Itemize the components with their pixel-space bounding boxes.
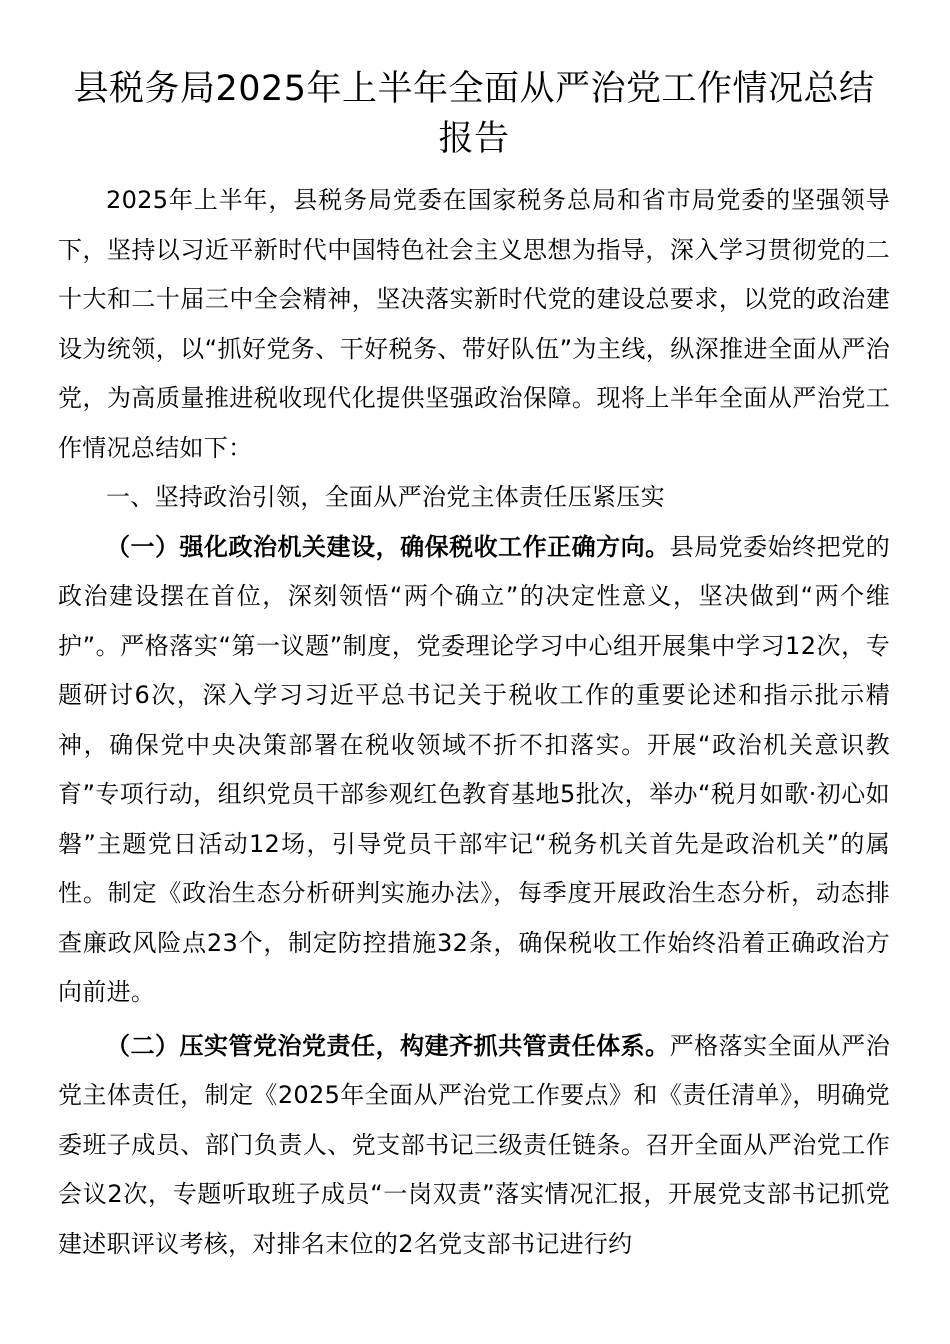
item-1-body: 县局党委始终把党的政治建设摆在首位，深刻领悟“两个确立”的决定性意义，坚决做到“两个维护”。严格落实“第一议题”制度，党委理论学习中心组开展集中学习12次，专题研讨6次，深入学习习近平总书记关于税收工作的重要论述和指示批示精神，确保党中央决策部署在税收领域不折不扣落实。开展“政治机关意识教育”专项行动，组织党员干部参观红色教育基地5批次，举办“税月如歌·初心如磐”主题党日活动12场，引导党员干部牢记“税务机关首先是政治机关”的属性。制定《政治生态分析研判实施办法》，每季度开展政治生态分析，动态排查廉政风险点23个，制定防控措施32条，确保税收工作始终沿着正确政治方向前进。 bbox=[58, 532, 890, 1006]
document-title-line-2: 报告 bbox=[438, 119, 510, 159]
document-page bbox=[58, 64, 890, 1269]
item-1-paragraph bbox=[58, 523, 890, 1018]
item-2-heading: （二）压实管党治党责任，构建齐抓共管责任体系。 bbox=[106, 1031, 670, 1060]
document-title-line-1: 县税务局2025年上半年全面从严治党工作情况总结 bbox=[73, 69, 875, 109]
section-1-heading: 一、坚持政治引领，全面从严治党主体责任压紧压实 bbox=[106, 483, 665, 511]
item-1-heading: （一）强化政治机关建设，确保税收工作正确方向。 bbox=[106, 532, 670, 561]
item-2-paragraph bbox=[58, 1022, 890, 1270]
item-2-body: 严格落实全面从严治党主体责任，制定《2025年全面从严治党工作要点》和《责任清单》，明确党委班子成员、部门负责人、党支部书记三级责任链条。召开全面从严治党工作会议2次，专题听取班子成员“一岗双责”落实情况汇报，开展党支部书记抓党建述职评议考核，对排名末位的2名党支部书记进行约 bbox=[58, 1031, 890, 1258]
document-title bbox=[58, 64, 890, 164]
intro-paragraph: 2025年上半年，县税务局党委在国家税务总局和省市局党委的坚强领导下，坚持以习近平新时代中国特色社会主义思想为指导，深入学习贯彻党的二十大和二十届三中全会精神，坚决落实新时代党的建设总要求，以党的政治建设为统领，以“抓好党务、干好税务、带好队伍”为主线，纵深推进全面从严治党，为高质量推进税收现代化提供坚强政治保障。现将上半年全面从严治党工作情况总结如下： bbox=[58, 186, 890, 462]
